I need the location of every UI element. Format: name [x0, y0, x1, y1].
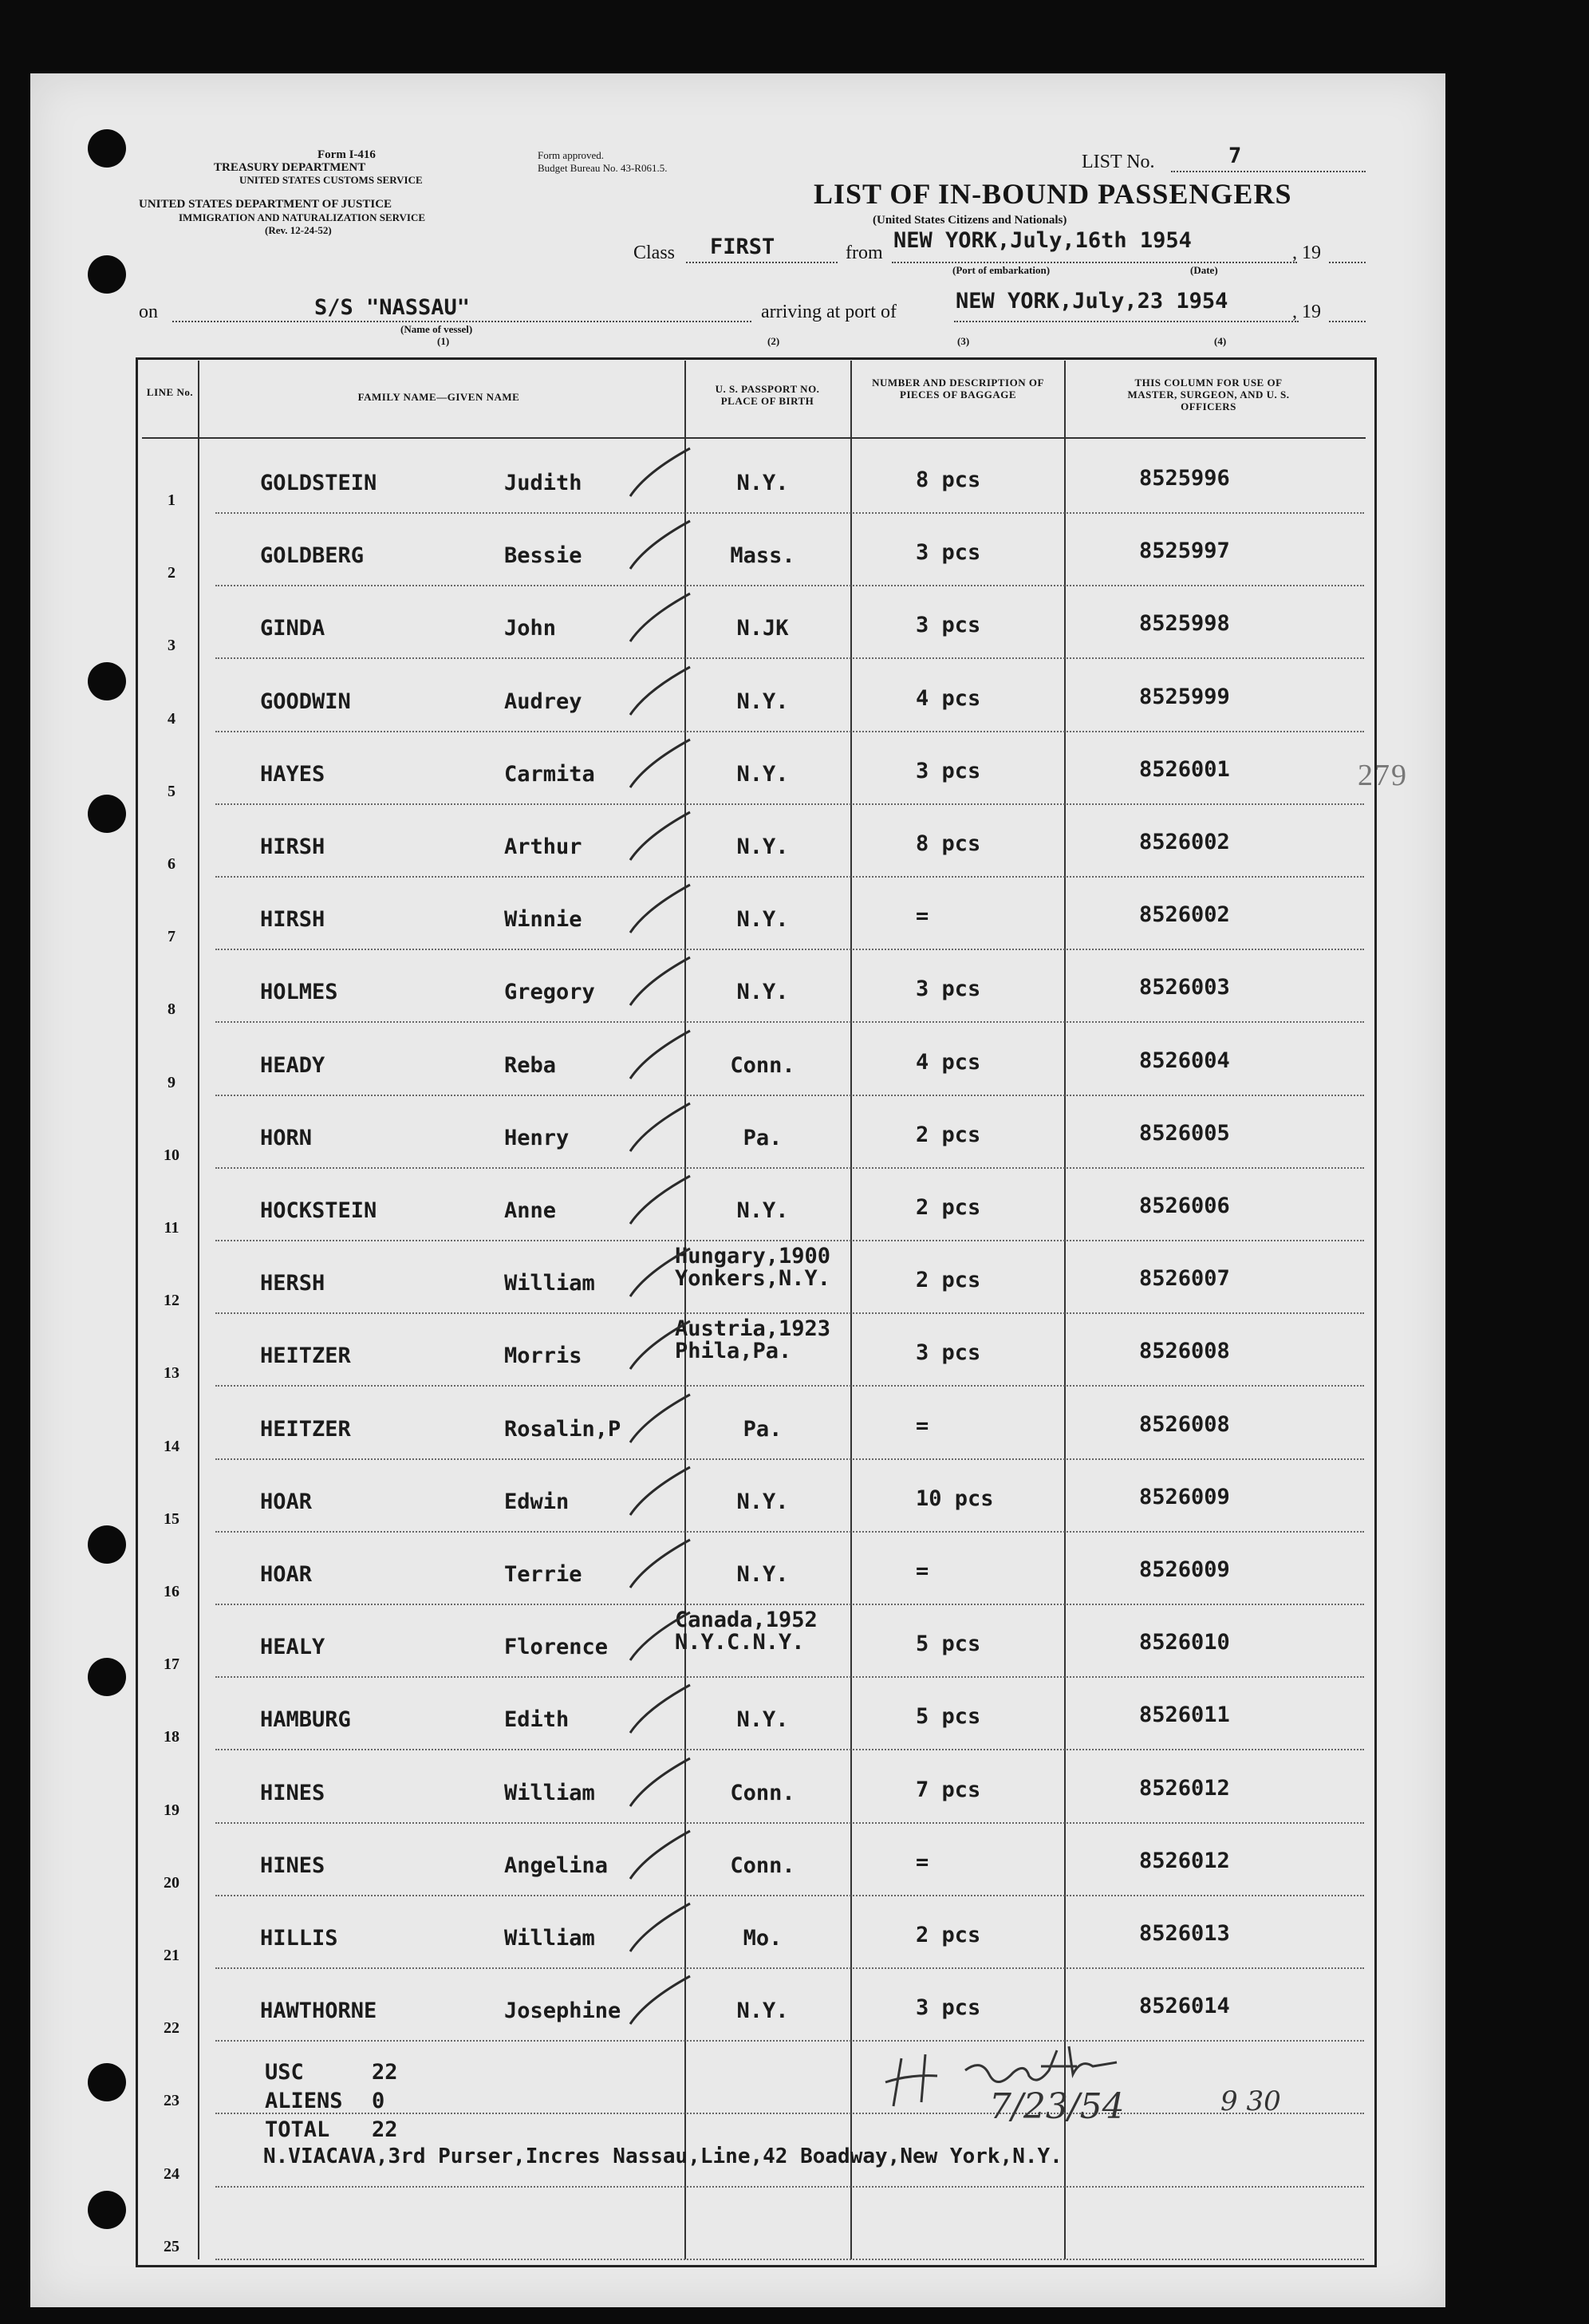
officer-number: 8526012 [1139, 1848, 1230, 1873]
check-mark [614, 1677, 702, 1741]
baggage-count: 2 pcs [916, 1268, 981, 1293]
officer-number: 8526002 [1139, 902, 1230, 928]
punch-hole [88, 1658, 126, 1696]
check-mark [614, 732, 702, 795]
row-divider [215, 585, 1364, 586]
baggage-count: = [916, 1849, 929, 1875]
line-number: 9 [168, 1073, 175, 1091]
header-line-no: LINE No. [146, 386, 194, 398]
row-divider [215, 876, 1364, 878]
family-name: HOAR [260, 1489, 313, 1514]
header-baggage: NUMBER AND DESCRIPTION OF PIECES OF BAGGAGE [872, 377, 1044, 400]
year-suffix-2: , 19 [1292, 302, 1321, 322]
margin-note: 279 [1358, 759, 1408, 792]
officer-number: 8526008 [1139, 1411, 1230, 1437]
officer-number: 8526009 [1139, 1557, 1230, 1582]
row-divider [215, 1604, 1364, 1605]
birthplace: Conn. [730, 1780, 795, 1805]
year-line-1 [1329, 262, 1366, 263]
from-label: from [846, 243, 883, 263]
list-no-line [1171, 171, 1366, 172]
officer-number: 8526001 [1139, 756, 1230, 782]
given-name: Gregory [504, 980, 595, 1005]
baggage-count: = [916, 1559, 929, 1584]
arriving-label: arriving at port of [761, 302, 897, 322]
row-divider [215, 1967, 1364, 1969]
ins-service: IMMIGRATION AND NATURALIZATION SERVICE [179, 211, 426, 223]
officer-number: 8526010 [1139, 1630, 1230, 1655]
check-mark [614, 440, 702, 504]
line-number: 16 [164, 1583, 179, 1600]
check-mark [614, 1387, 702, 1450]
port-embark-caption: (Port of embarkation) [952, 264, 1051, 276]
row-divider [215, 1385, 1364, 1387]
baggage-count: 7 pcs [916, 1777, 981, 1802]
family-name: GOLDBERG [260, 543, 365, 569]
punch-hole [88, 2191, 126, 2229]
row-divider [215, 1312, 1364, 1314]
officer-number: 8526002 [1139, 830, 1230, 854]
row-divider [215, 731, 1364, 732]
year-suffix-1: , 19 [1292, 243, 1321, 263]
line-number: 8 [168, 1000, 175, 1019]
baggage-count: 10 pcs [916, 1486, 994, 1511]
class-value: FIRST [710, 235, 775, 259]
signature-time: 9 30 [1220, 2085, 1281, 2117]
row-divider [215, 1531, 1364, 1533]
arrival-line [954, 321, 1299, 322]
line-number: 2 [168, 564, 175, 582]
class-label: Class [633, 243, 676, 263]
given-name: Josephine [504, 1998, 621, 2024]
check-mark [614, 1532, 702, 1596]
aliens-count: 0 [372, 2089, 385, 2114]
officer-number: 8526006 [1139, 1194, 1230, 1218]
check-mark [614, 1823, 702, 1887]
given-name: William [504, 1780, 595, 1805]
revision: (Rev. 12-24-52) [265, 224, 332, 236]
birthplace: N.Y. [736, 1198, 789, 1223]
baggage-count: 5 pcs [916, 1704, 981, 1730]
given-name: Judith [504, 471, 582, 495]
given-name: Winnie [504, 907, 582, 933]
given-name: Angelina [504, 1852, 609, 1878]
baggage-count: 5 pcs [916, 1632, 981, 1657]
header-rule [142, 437, 1366, 439]
line-number: 23 [164, 2092, 179, 2110]
birthplace: N.Y. [736, 835, 789, 859]
col-num-4: (4) [1214, 335, 1227, 347]
total-count: 22 [372, 2117, 398, 2143]
vessel-line [172, 321, 751, 322]
header-passport: U. S. PASSPORT NO. PLACE OF BIRTH [715, 383, 820, 407]
list-no-label: LIST No. [1082, 152, 1155, 172]
given-name: Terrie [504, 1562, 582, 1587]
budget-bureau: Budget Bureau No. 43-R061.5. [538, 162, 668, 174]
line-number: 22 [164, 2019, 179, 2038]
birthplace: Austria,1923 [675, 1316, 831, 1342]
line-number: 6 [168, 855, 175, 873]
vessel-name: S/S "NASSAU" [314, 295, 471, 320]
officer-number: 8526013 [1139, 1921, 1230, 1946]
family-name: HAYES [260, 761, 325, 787]
punch-hole [88, 129, 126, 168]
family-name: HIRSH [260, 835, 325, 859]
baggage-count: 3 pcs [916, 1995, 981, 2021]
check-mark [614, 877, 702, 941]
birthplace-line2: Yonkers,N.Y. [675, 1266, 831, 1292]
given-name: William [504, 1271, 595, 1296]
family-name: HINES [260, 1780, 325, 1805]
line-number: 14 [164, 1437, 179, 1455]
row-divider [215, 949, 1364, 950]
line-number: 18 [164, 1728, 179, 1746]
baggage-count: 3 pcs [916, 977, 981, 1002]
officer-number: 8525997 [1139, 539, 1230, 564]
on-label: on [139, 302, 158, 322]
punch-hole [88, 1525, 126, 1564]
check-mark [614, 1241, 702, 1304]
family-name: GOLDSTEIN [260, 471, 377, 495]
family-name: GINDA [260, 616, 325, 641]
check-mark [614, 1168, 702, 1232]
baggage-count: = [916, 1413, 929, 1438]
header-officers: THIS COLUMN FOR USE OF MASTER, SURGEON, AND U. S. OFFICERS [1127, 377, 1290, 412]
officer-number: 8526007 [1139, 1266, 1230, 1292]
birthplace: N.Y. [736, 471, 789, 495]
birthplace: Pa. [743, 1416, 783, 1442]
aliens-label: ALIENS [265, 2089, 343, 2114]
row-divider [215, 2186, 1364, 2188]
officer-number: 8525996 [1139, 466, 1230, 491]
birthplace: N.Y. [736, 1489, 789, 1514]
form-approved: Form approved. [538, 149, 605, 161]
family-name: HORN [260, 1125, 313, 1150]
family-name: GOODWIN [260, 689, 351, 714]
check-mark [614, 1313, 702, 1377]
family-name: HILLIS [260, 1926, 338, 1951]
officer-number: 8526012 [1139, 1775, 1230, 1801]
baggage-count: 4 pcs [916, 1049, 981, 1075]
line-number: 15 [164, 1509, 179, 1528]
birthplace: N.Y. [736, 907, 789, 933]
baggage-count: = [916, 904, 929, 929]
birthplace: Canada,1952 [675, 1608, 818, 1633]
vessel-caption: (Name of vessel) [400, 323, 473, 335]
officer-number: 8526003 [1139, 975, 1230, 1000]
given-name: Bessie [504, 543, 582, 569]
given-name: Edwin [504, 1489, 570, 1514]
family-name: HEADY [260, 1052, 325, 1078]
given-name: Anne [504, 1198, 557, 1223]
officer-number: 8525998 [1139, 611, 1230, 637]
birthplace: N.Y. [736, 1998, 789, 2024]
line-number: 24 [164, 2164, 179, 2183]
family-name: HAMBURG [260, 1707, 351, 1733]
row-divider [215, 1167, 1364, 1169]
customs-service: UNITED STATES CUSTOMS SERVICE [239, 174, 423, 186]
from-value: NEW YORK,July,16th 1954 [893, 228, 1192, 253]
col-divider [850, 361, 852, 2259]
birthplace-line2: N.Y.C.N.Y. [675, 1630, 805, 1655]
family-name: HINES [260, 1852, 325, 1878]
baggage-count: 3 pcs [916, 758, 981, 783]
col-divider [1064, 361, 1066, 2259]
given-name: Morris [504, 1344, 582, 1369]
baggage-count: 3 pcs [916, 1340, 981, 1366]
line-number: 3 [168, 637, 175, 655]
list-number: 7 [1228, 144, 1242, 168]
family-name: HAWTHORNE [260, 1998, 377, 2024]
officer-number: 8526014 [1139, 1994, 1230, 2019]
date-caption: (Date) [1190, 264, 1218, 276]
birthplace: N.Y. [736, 689, 789, 714]
row-divider [215, 1676, 1364, 1678]
punch-hole [88, 255, 126, 294]
line-number: 25 [164, 2237, 179, 2255]
check-mark [614, 1896, 702, 1959]
check-mark [614, 804, 702, 868]
col-divider [198, 361, 199, 2259]
birthplace: Pa. [743, 1125, 783, 1150]
check-mark [614, 1023, 702, 1087]
punch-hole [88, 662, 126, 700]
row-divider [215, 1095, 1364, 1096]
row-divider [215, 1749, 1364, 1750]
check-mark [614, 1750, 702, 1814]
punch-hole [88, 2063, 126, 2101]
birthplace-line2: Phila,Pa. [675, 1339, 792, 1364]
given-name: Carmita [504, 761, 595, 787]
line-number: 20 [164, 1873, 179, 1892]
check-mark [614, 659, 702, 723]
line-number: 19 [164, 1801, 179, 1819]
family-name: HEITZER [260, 1416, 351, 1442]
given-name: John [504, 616, 557, 641]
row-divider [215, 657, 1364, 659]
line-number: 21 [164, 1947, 179, 1964]
line-number: 12 [164, 1292, 179, 1310]
given-name: Edith [504, 1707, 570, 1733]
given-name: Florence [504, 1635, 609, 1660]
baggage-count: 8 pcs [916, 468, 981, 492]
given-name: Reba [504, 1052, 557, 1078]
officer-number: 8526004 [1139, 1048, 1230, 1073]
class-line [686, 262, 838, 263]
baggage-count: 2 pcs [916, 1195, 981, 1220]
line-number: 11 [164, 1219, 179, 1237]
check-mark [614, 949, 702, 1013]
baggage-count: 8 pcs [916, 831, 981, 856]
birthplace: N.JK [736, 616, 789, 641]
row-divider [215, 1021, 1364, 1023]
line-number: 13 [164, 1364, 179, 1383]
list-title: LIST OF IN-BOUND PASSENGERS [814, 178, 1292, 210]
birthplace: N.Y. [736, 1562, 789, 1587]
arrival-value: NEW YORK,July,23 1954 [956, 289, 1228, 314]
given-name: Rosalin,P [504, 1416, 621, 1442]
family-name: HOAR [260, 1562, 313, 1587]
officer-number: 8526011 [1139, 1703, 1230, 1728]
row-divider [215, 803, 1364, 805]
given-name: Audrey [504, 689, 582, 714]
row-divider [215, 512, 1364, 514]
birthplace: Mo. [743, 1926, 783, 1951]
officer-number: 8526005 [1139, 1120, 1230, 1146]
birthplace: Conn. [730, 1052, 795, 1078]
baggage-count: 2 pcs [916, 1122, 981, 1147]
birthplace: Conn. [730, 1852, 795, 1878]
punch-hole [88, 795, 126, 833]
officer-number: 8526009 [1139, 1484, 1230, 1509]
line-number: 7 [168, 928, 175, 946]
baggage-count: 3 pcs [916, 540, 981, 566]
birthplace: N.Y. [736, 761, 789, 787]
justice-dept: UNITED STATES DEPARTMENT OF JUSTICE [139, 198, 392, 211]
row-divider [215, 1895, 1364, 1896]
family-name: HIRSH [260, 907, 325, 933]
row-divider [215, 1240, 1364, 1241]
list-subtitle: (United States Citizens and Nationals) [873, 214, 1067, 227]
usc-label: USC [265, 2060, 304, 2085]
check-mark [614, 513, 702, 577]
given-name: Henry [504, 1125, 570, 1150]
family-name: HOLMES [260, 980, 338, 1005]
line-number: 4 [168, 709, 175, 728]
treasury-dept: TREASURY DEPARTMENT [214, 161, 366, 174]
line-number: 5 [168, 782, 175, 800]
line-number: 17 [164, 1655, 179, 1674]
col-num-3: (3) [957, 335, 970, 347]
check-mark [614, 1604, 702, 1668]
birthplace: Mass. [730, 543, 795, 569]
family-name: HOCKSTEIN [260, 1198, 377, 1223]
form-number: Form I-416 [317, 148, 376, 161]
given-name: William [504, 1926, 595, 1951]
inspector-signature [877, 2026, 1356, 2122]
row-divider [215, 1822, 1364, 1824]
signature-date: 7/23/54 [989, 2086, 1125, 2122]
family-name: HEALY [260, 1635, 325, 1660]
check-mark [614, 1459, 702, 1523]
header-name: FAMILY NAME—GIVEN NAME [357, 391, 520, 403]
col-num-1: (1) [437, 335, 450, 347]
purser-line: N.VIACAVA,3rd Purser,Incres Nassau,Line,42 Boadway,New York,N.Y. [263, 2144, 1063, 2169]
check-mark [614, 586, 702, 649]
line-number: 10 [164, 1146, 179, 1164]
baggage-count: 4 pcs [916, 685, 981, 711]
family-name: HEITZER [260, 1344, 351, 1369]
from-line [892, 262, 1297, 263]
baggage-count: 2 pcs [916, 1923, 981, 1947]
birthplace: N.Y. [736, 1707, 789, 1733]
year-line-2 [1329, 321, 1366, 322]
officer-number: 8525999 [1139, 684, 1230, 709]
birthplace: N.Y. [736, 980, 789, 1005]
row-divider [215, 1458, 1364, 1460]
row-divider [215, 2259, 1364, 2260]
line-number: 1 [168, 491, 175, 509]
usc-count: 22 [372, 2060, 398, 2085]
given-name: Arthur [504, 835, 582, 859]
officer-number: 8526008 [1139, 1339, 1230, 1364]
baggage-count: 3 pcs [916, 613, 981, 638]
birthplace: Hungary,1900 [675, 1244, 831, 1269]
total-label: TOTAL [265, 2117, 330, 2143]
check-mark [614, 1095, 702, 1159]
family-name: HERSH [260, 1271, 325, 1296]
col-num-2: (2) [767, 335, 780, 347]
check-mark [614, 1968, 702, 2032]
